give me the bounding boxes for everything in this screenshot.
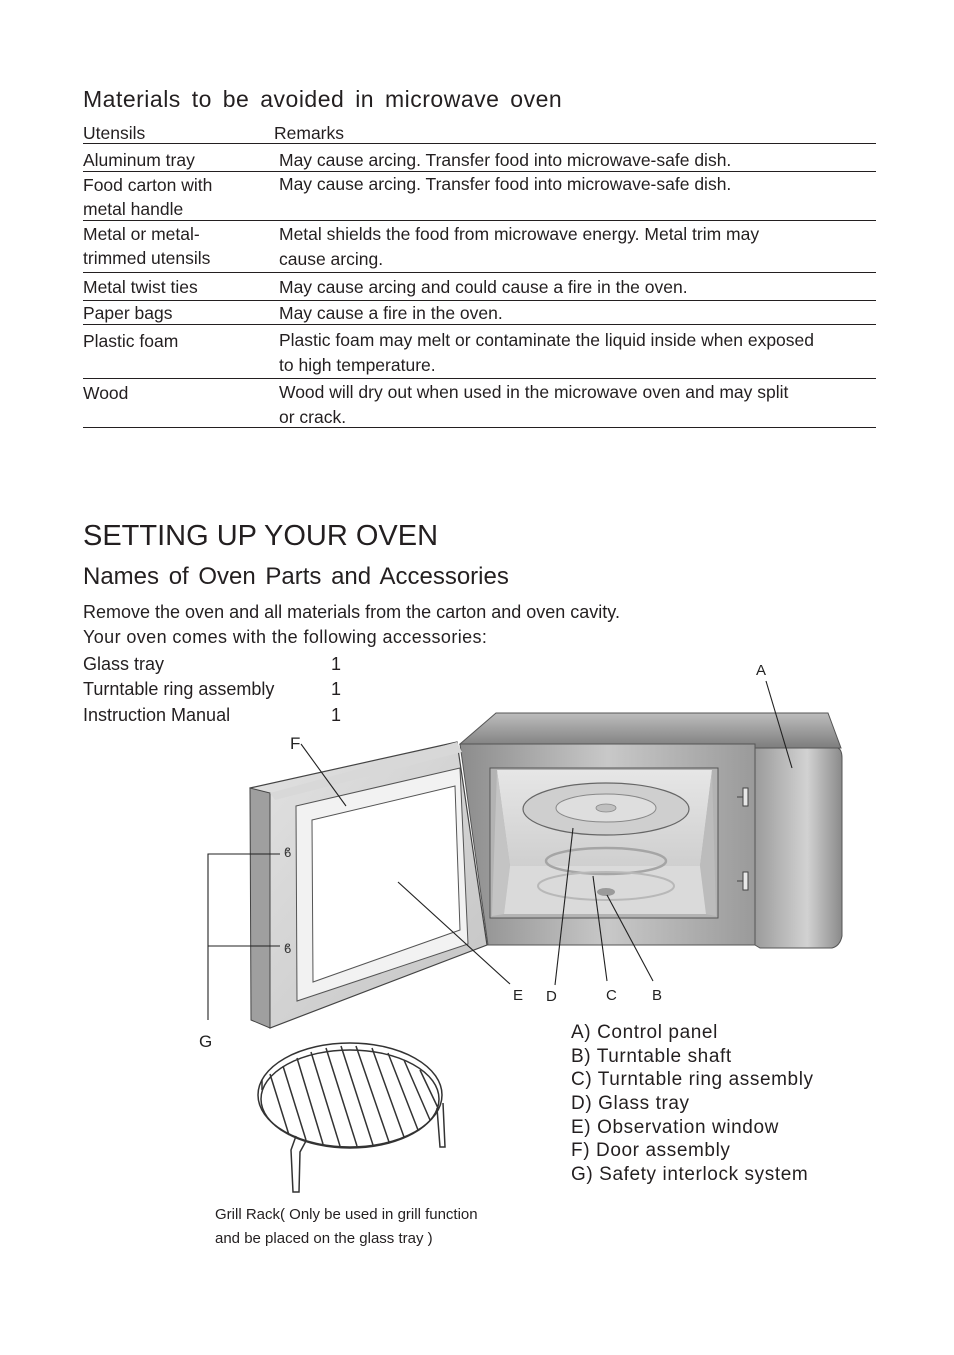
- callout-label: D: [546, 988, 557, 1005]
- grill-caption: and be placed on the glass tray ): [215, 1230, 433, 1247]
- header-utensils: Utensils: [83, 123, 146, 143]
- remark-cell: Plastic foam may melt or contaminate the liquid inside when exposed to high temperature.: [279, 330, 814, 375]
- accessory-qty: 1: [331, 705, 342, 725]
- grill-caption: Grill Rack( Only be used in grill function: [215, 1206, 478, 1223]
- utensil-cell: Aluminum tray: [83, 150, 195, 170]
- svg-text:ϐ: ϐ: [284, 845, 292, 860]
- accessory-name: Glass tray: [83, 654, 165, 674]
- remark-cell: Wood will dry out when used in the microwave oven and may split or crack.: [279, 382, 789, 427]
- remark-cell: Metal shields the food from microwave energy. Metal trim may cause arcing.: [279, 224, 760, 269]
- callout-label: E: [513, 987, 524, 1004]
- remark-cell: May cause arcing. Transfer food into microwave-safe dish.: [279, 150, 732, 170]
- utensil-cell: Paper bags: [83, 303, 173, 323]
- legend-item: D) Glass tray: [571, 1093, 690, 1114]
- legend-item: E) Observation window: [571, 1117, 779, 1138]
- svg-text:ϐ: ϐ: [284, 941, 292, 956]
- accessory-name: Turntable ring assembly: [83, 679, 275, 699]
- legend-item: G) Safety interlock system: [571, 1164, 809, 1185]
- legend-item: A) Control panel: [571, 1022, 718, 1043]
- callout-label: F: [290, 734, 301, 753]
- oven-body: [460, 713, 842, 948]
- utensil-cell: Wood: [83, 383, 129, 403]
- utensil-cell: Plastic foam: [83, 331, 179, 351]
- section-subtitle: Names of Oven Parts and Accessories: [83, 563, 509, 590]
- remark-cell: May cause a fire in the oven.: [279, 303, 503, 323]
- callout-label: A: [756, 662, 767, 679]
- callout-label: C: [606, 987, 617, 1004]
- header-remarks: Remarks: [274, 123, 345, 143]
- section-title: SETTING UP YOUR OVEN: [83, 520, 439, 552]
- legend-item: F) Door assembly: [571, 1140, 731, 1161]
- intro-text: Your oven comes with the following accessories:: [83, 627, 488, 647]
- accessory-qty: 1: [331, 654, 342, 674]
- remark-cell: May cause arcing and could cause a fire in the oven.: [279, 277, 688, 297]
- legend-item: B) Turntable shaft: [571, 1046, 732, 1067]
- materials-title: Materials to be avoided in microwave oven: [83, 86, 563, 112]
- intro-text: Remove the oven and all materials from the carton and oven cavity.: [83, 602, 620, 622]
- callout-label: G: [199, 1032, 213, 1051]
- utensil-cell: Food carton with metal handle: [83, 175, 213, 219]
- callout-label: B: [652, 987, 663, 1004]
- utensil-cell: Metal twist ties: [83, 277, 198, 297]
- remark-cell: May cause arcing. Transfer food into microwave-safe dish.: [279, 174, 732, 194]
- legend-item: C) Turntable ring assembly: [571, 1069, 814, 1090]
- oven-door: [250, 742, 487, 1028]
- accessory-name: Instruction Manual: [83, 705, 231, 725]
- accessory-qty: 1: [331, 679, 342, 699]
- grill-rack: [258, 1043, 445, 1192]
- utensil-cell: Metal or metal- trimmed utensils: [83, 224, 211, 268]
